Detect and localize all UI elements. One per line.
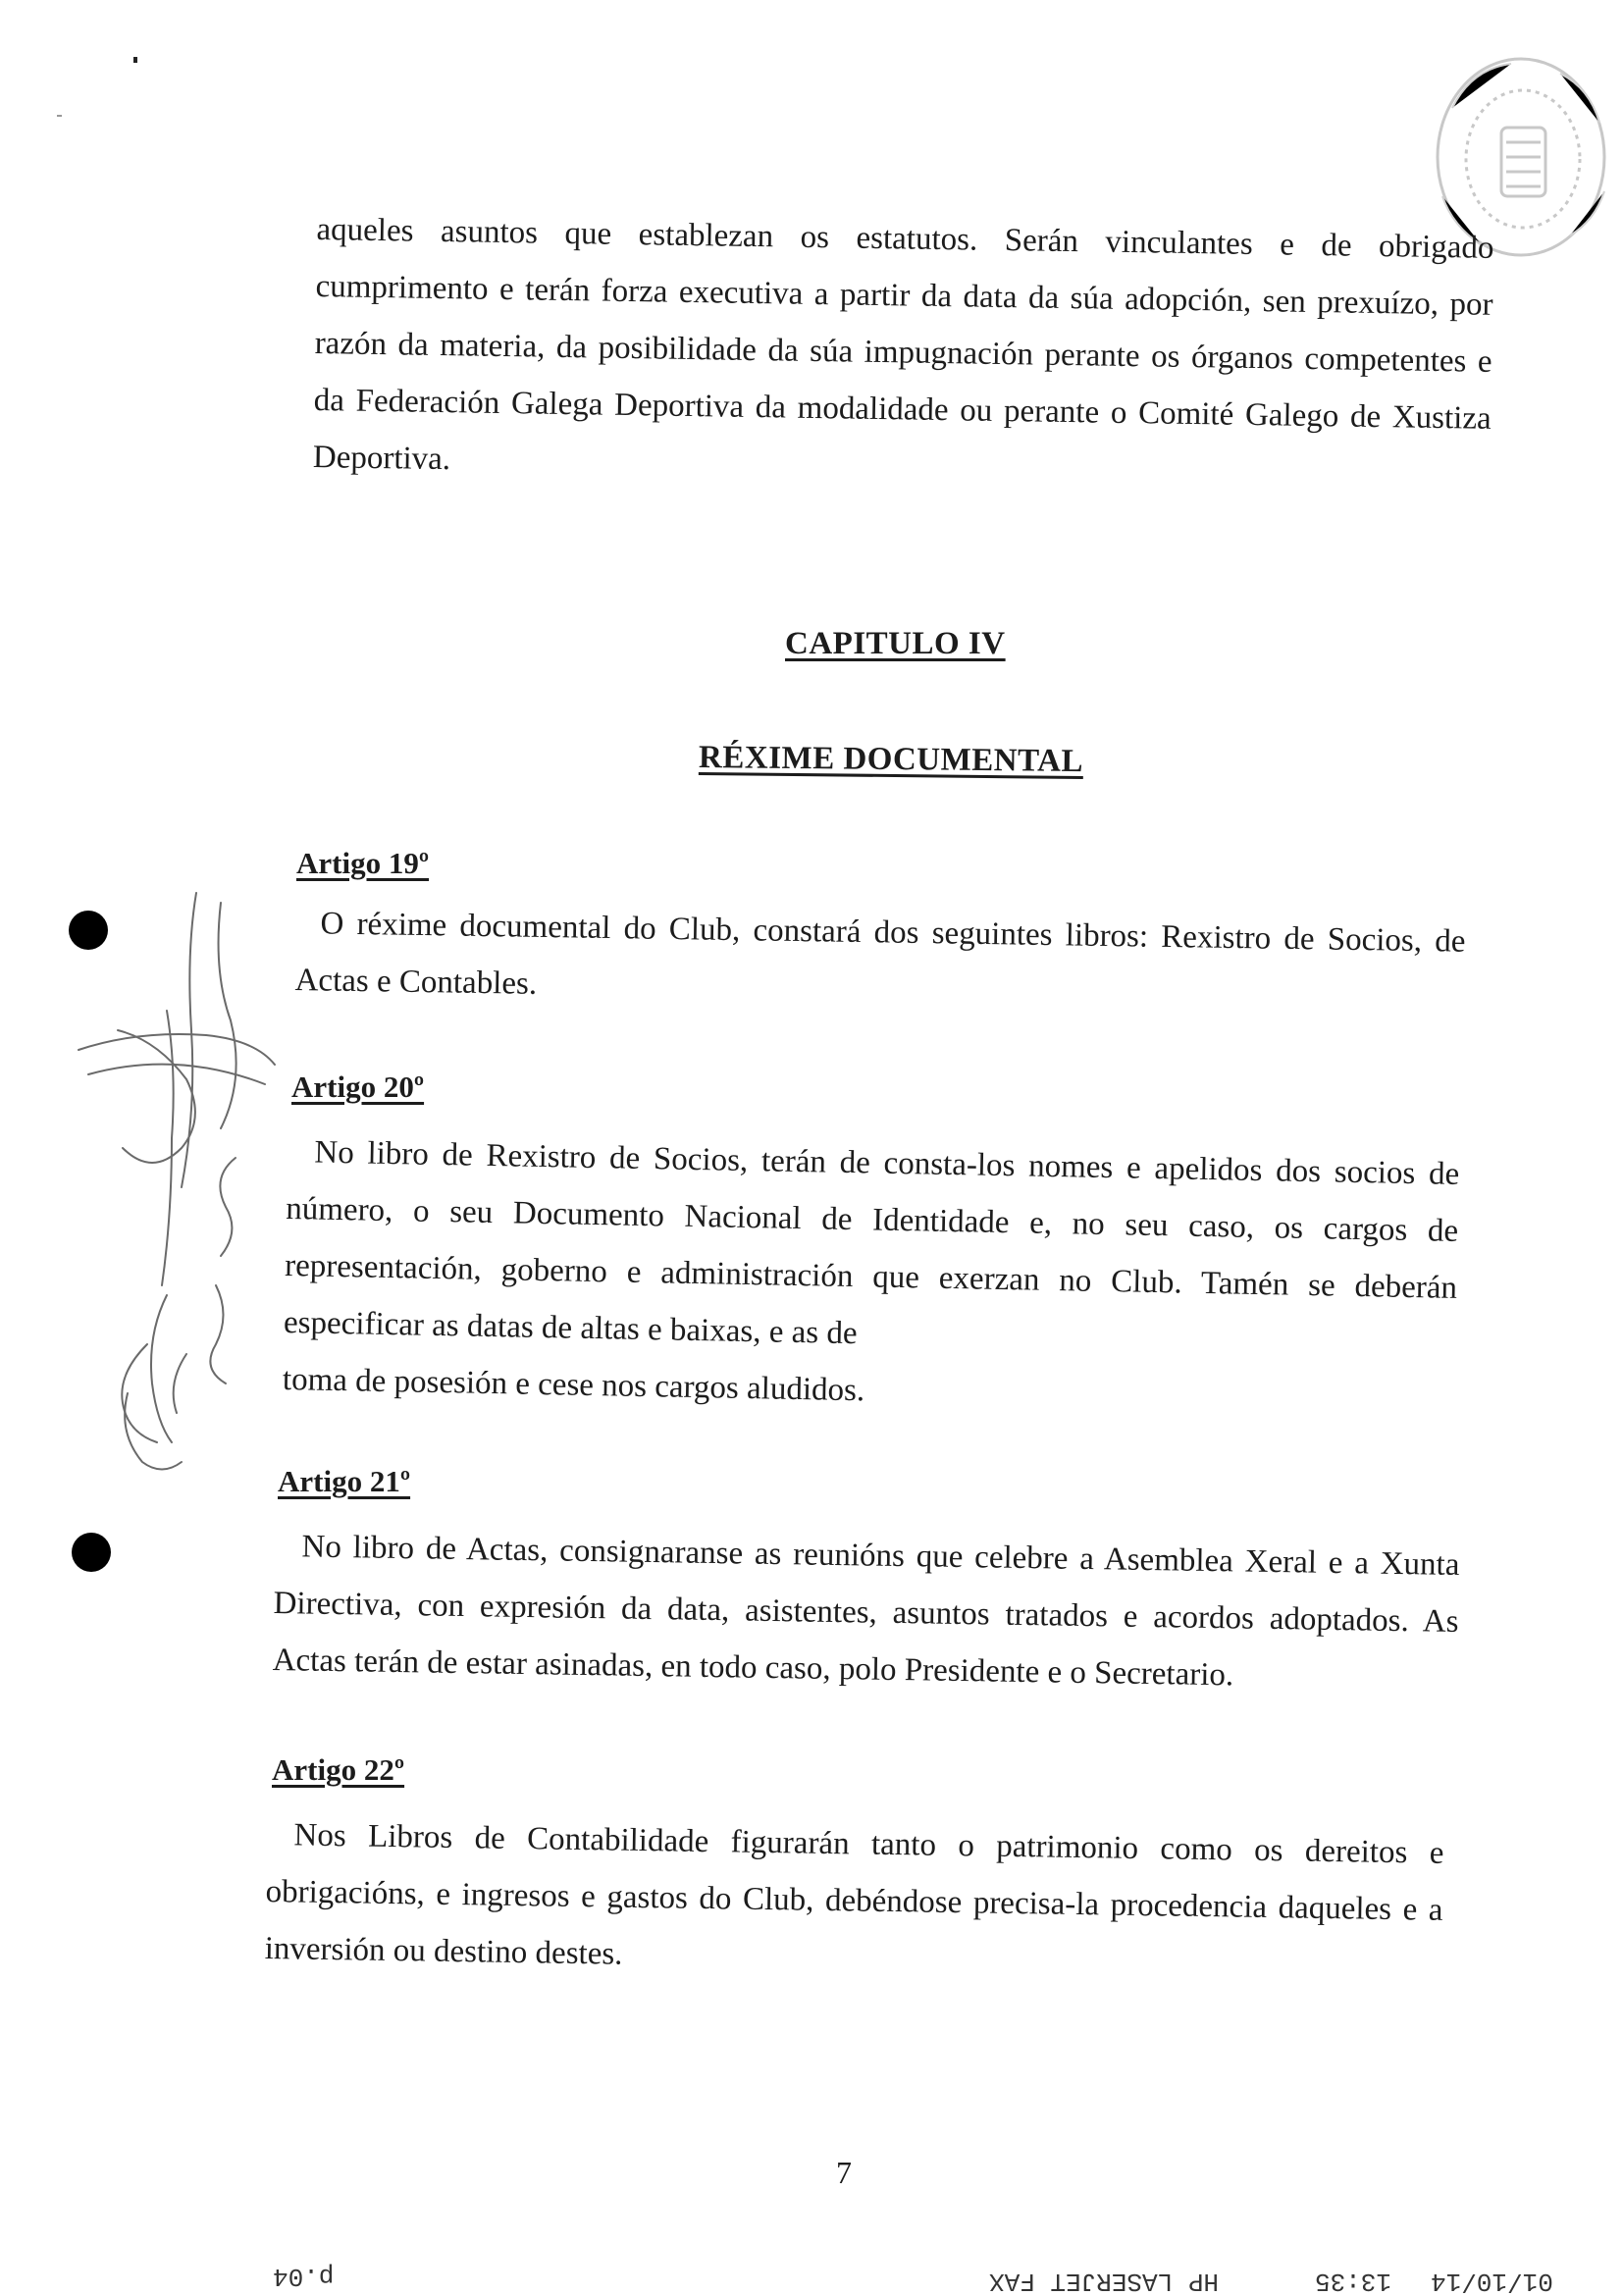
article-title: Artigo 20º [291, 1070, 425, 1104]
paragraph-line: Deportiva. [312, 439, 451, 478]
paragraph-line: aqueles asuntos que establezan os estatutos. Serán vinculantes e de obrigado [316, 211, 1494, 266]
punch-hole [72, 1533, 111, 1572]
paragraph-line: da Federación Galega Deportiva da modalidade ou perante o Comité Galego de Xustiza [313, 382, 1492, 437]
paragraph-line: inversión ou destino destes. [264, 1930, 623, 1972]
paragraph-line: No libro de Actas, consignaranse as reunións que celebre a Asemblea Xeral e a Xunta [301, 1529, 1460, 1583]
scan-speck [133, 57, 137, 63]
fax-machine-label: HP LASERJET FAX [989, 2267, 1220, 2296]
paragraph-line: razón da materia, da posibilidade da súa impugnación perante os órganos competentes e [314, 325, 1492, 380]
paragraph-line: cumprimento e terán forza executiva a partir da data da súa adopción, sen prexuízo, por [315, 268, 1493, 323]
fax-page-code: p.04 [273, 2262, 335, 2291]
paragraph-line: Actas terán de estar asinadas, en todo caso, polo Presidente e o Secretario. [272, 1642, 1234, 1694]
handwritten-signature-icon [59, 883, 294, 1491]
paragraph-line: representación, goberno e administración que exerzan no Club. Tamén se deberán [284, 1247, 1458, 1306]
article-body [272, 1518, 1460, 1707]
article-title: Artigo 21º [278, 1464, 411, 1498]
chapter-number: CAPITULO IV [785, 626, 1006, 661]
article-body [264, 1806, 1444, 1996]
article-body [282, 1123, 1459, 1431]
fax-time: 13:35 [1315, 2267, 1392, 2296]
page-number: 7 [836, 2155, 852, 2190]
paragraph-line: Actas e Contables. [294, 962, 538, 1002]
paragraph-line: Nos Libros de Contabilidade figurarán tanto o patrimonio como os dereitos e [293, 1817, 1444, 1871]
paragraph-line: especificar as datas de altas e baixas, e as de [283, 1304, 858, 1352]
intro-paragraph [312, 201, 1493, 504]
fax-date: 01/10/14 [1431, 2267, 1553, 2296]
scan-speck [57, 115, 62, 117]
paragraph-line: O réxime documental do Club, constará dos seguintes libros: Rexistro de Socios, de [320, 906, 1466, 960]
paragraph-line: No libro de Rexistro de Socios, terán de consta-los nomes e apelidos dos socios de [314, 1134, 1460, 1192]
paragraph-line: obrigacións, e ingresos e gastos do Club, debéndose precisa-la procedencia daqueles e a [265, 1873, 1443, 1928]
paragraph-line: número, o seu Documento Nacional de Identidade e, no seu caso, os cargos de [285, 1190, 1459, 1249]
article-body [294, 895, 1466, 1027]
paragraph-line: toma de posesión e cese nos cargos aludidos. [282, 1361, 865, 1409]
article-title: Artigo 22º [272, 1752, 405, 1787]
paragraph-line: Directiva, con expresión da data, asistentes, asuntos tratados e acordos adoptados. As [273, 1585, 1459, 1640]
article-title: Artigo 19º [296, 846, 430, 880]
chapter-title: RÉXIME DOCUMENTAL [698, 739, 1084, 780]
